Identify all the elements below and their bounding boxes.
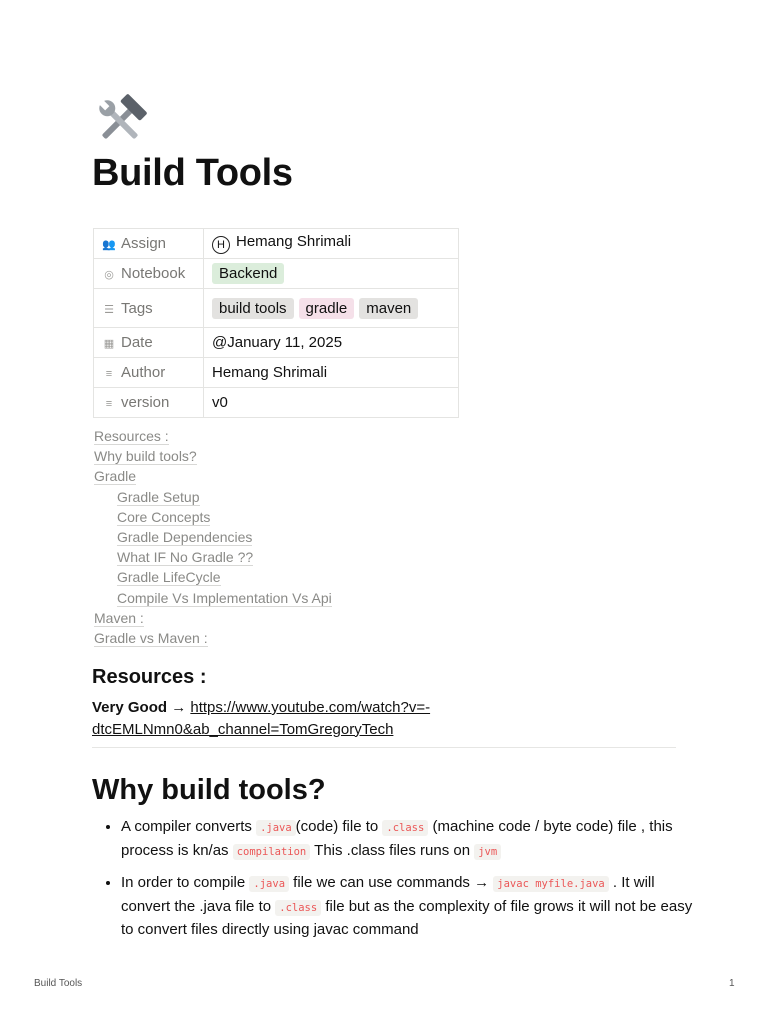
page-number: 1 (729, 978, 735, 989)
inline-code: jvm (474, 844, 501, 860)
list-item: • A compiler converts .java (code) file to .class (machine code / byte code) file , this process is kn/as compilation This .class files runs on jvm (121, 816, 705, 863)
toc-link-why-build-tools[interactable]: Why build tools? (94, 448, 197, 465)
date-value[interactable]: @January 11, 2025 (204, 328, 459, 358)
inline-code: .class (275, 900, 321, 916)
property-row-tags (94, 289, 459, 328)
table-of-contents (94, 426, 332, 648)
page-title: Build Tools (92, 152, 293, 194)
hammer-and-wrench-icon (92, 94, 148, 148)
resource-label: Very Good (92, 699, 168, 716)
toc-link-core-concepts[interactable]: Core Concepts (117, 508, 211, 525)
inline-code: .java (256, 820, 296, 836)
property-row-author (94, 358, 459, 388)
property-row-assign (94, 229, 459, 259)
list-icon: ☰ (104, 303, 114, 316)
property-row-notebook (94, 259, 459, 289)
toc-link-gradle-dependencies[interactable]: Gradle Dependencies (117, 529, 253, 546)
arrow-icon: → (171, 699, 187, 716)
property-row-version (94, 388, 459, 418)
notebook-value[interactable] (204, 259, 459, 289)
toc-link-gradle-setup[interactable]: Gradle Setup (117, 488, 200, 505)
text-lines-icon: ≡ (105, 368, 113, 380)
property-row-date (94, 328, 459, 358)
notebook-target-icon: ◎ (104, 269, 114, 281)
tag-build-tools[interactable]: build tools (212, 298, 294, 319)
tag-gradle[interactable]: gradle (299, 298, 355, 319)
text-lines-icon: ≡ (105, 398, 113, 410)
toc-link-gradle[interactable]: Gradle (94, 468, 137, 485)
footer-title: Build Tools (34, 978, 83, 989)
property-key: version (121, 394, 170, 411)
people-icon: 👥 (102, 239, 116, 251)
resources-heading: Resources : (92, 666, 207, 688)
inline-code: .java (249, 876, 289, 892)
property-key: Date (121, 334, 153, 351)
why-build-tools-list (92, 816, 705, 950)
avatar: H (212, 236, 230, 254)
property-key: Notebook (121, 265, 186, 282)
toc-link-gradle-vs-maven[interactable]: Gradle vs Maven : (94, 630, 208, 647)
resource-link[interactable]: https://www.youtube.com/watch?v=-dtcEMLNmn0&ab_channel=TomGregoryTech (92, 699, 431, 738)
assignee-name: Hemang Shrimali (236, 233, 352, 250)
toc-link-what-if-no-gradle[interactable]: What IF No Gradle ?? (117, 549, 254, 566)
tags-value[interactable] (204, 289, 459, 328)
why-build-tools-heading: Why build tools? (92, 774, 326, 806)
property-key: Tags (121, 299, 153, 317)
properties-table (93, 228, 459, 418)
inline-code: compilation (233, 844, 311, 860)
calendar-icon: ▦ (103, 338, 115, 350)
property-key: Author (121, 364, 166, 381)
assign-value[interactable] (204, 229, 459, 259)
toc-link-gradle-lifecycle[interactable]: Gradle LifeCycle (117, 569, 221, 586)
author-value[interactable]: Hemang Shrimali (204, 358, 459, 388)
version-value[interactable]: v0 (204, 388, 459, 418)
list-item: • In order to compile .java file we can use commands → javac myfile.java . It will convert the .java file to .class file but as the complexity of file grows it will not be easy to convert files directly using javac command (121, 872, 705, 941)
toc-link-resources[interactable]: Resources : (94, 428, 169, 444)
inline-code: javac myfile.java (493, 876, 608, 892)
resources-line (92, 697, 512, 740)
property-key: Assign (121, 235, 167, 252)
tag-maven[interactable]: maven (359, 298, 418, 319)
toc-link-maven[interactable]: Maven : (94, 609, 144, 626)
toc-link-compile-vs-implementation[interactable]: Compile Vs Implementation Vs Api (117, 589, 332, 606)
inline-code: .class (382, 820, 428, 836)
tag-backend[interactable]: Backend (212, 263, 284, 284)
divider (92, 747, 676, 748)
